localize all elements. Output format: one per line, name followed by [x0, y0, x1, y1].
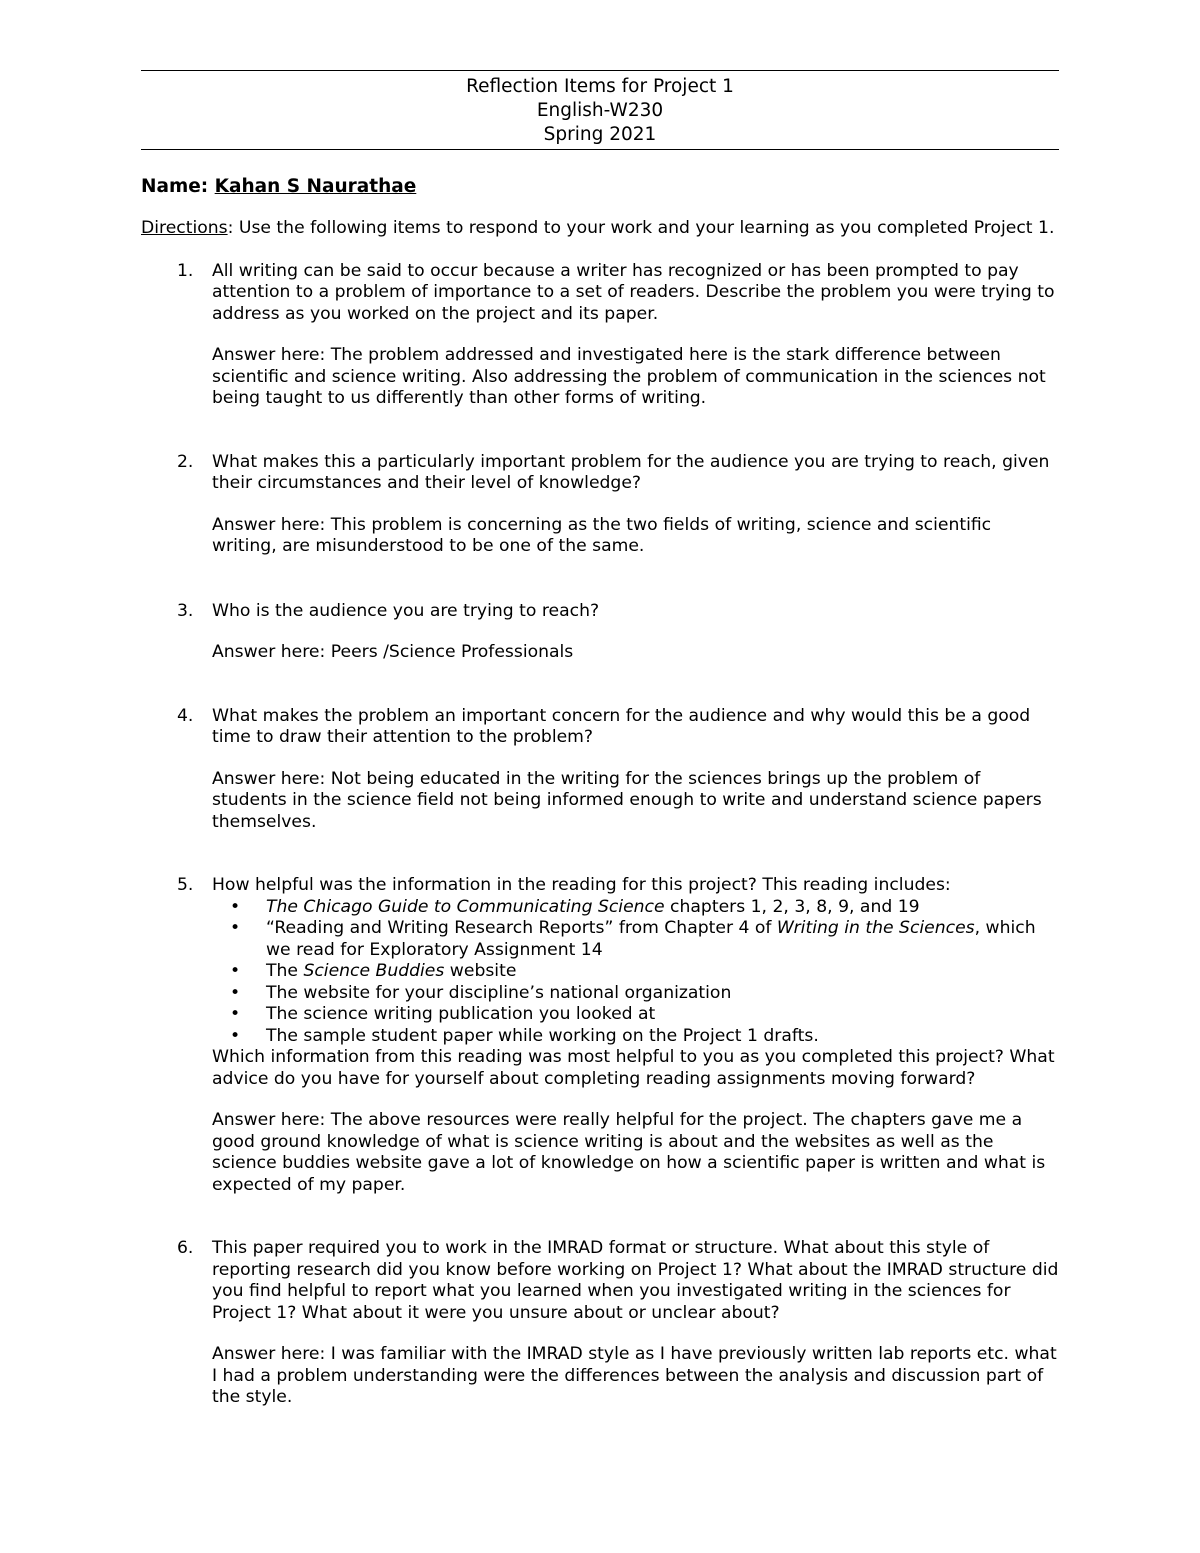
reading-item — [212, 983, 1059, 1005]
bullet-icon: • — [230, 918, 241, 938]
document-title: Reflection Items for Project 1 — [466, 76, 734, 97]
reading-prefix: The sample student paper while working on the Project 1 drafts. — [266, 1025, 819, 1046]
question-text: Who is the audience you are trying to reach? — [212, 600, 600, 621]
bullet-icon: • — [230, 961, 241, 981]
reading-title: The Chicago Guide to Communicating Science — [266, 896, 665, 917]
title-bottom-rule — [141, 149, 1059, 150]
reading-detail: chapters 1, 2, 3, 8, 9, and 19 — [664, 896, 920, 917]
item-number: 5. — [177, 875, 194, 895]
item-6 — [141, 1238, 1059, 1409]
question-text: What makes the problem an important concern for the audience and why would this be a good time to draw their attention to the problem? — [212, 705, 1031, 747]
item-2 — [141, 452, 1059, 558]
name-line — [141, 175, 1059, 199]
directions-text: : Use the following items to respond to your work and your learning as you completed Project 1. — [227, 218, 1055, 238]
reading-item — [212, 961, 1059, 983]
reading-title: Science Buddies — [303, 961, 445, 981]
reading-prefix: The science writing publication you looked at — [266, 1004, 656, 1024]
title-block — [141, 71, 1059, 149]
reading-item — [212, 897, 1059, 919]
reading-item — [212, 1026, 1059, 1048]
course-code: English-W230 — [536, 100, 664, 121]
directions-label: Directions — [141, 218, 228, 238]
item-4 — [141, 706, 1059, 834]
reading-prefix: “Reading and Writing Research Reports” from Chapter 4 of — [266, 918, 777, 938]
name-label: Name: — [141, 176, 209, 197]
bullet-icon: • — [230, 896, 241, 917]
reading-prefix: The website for your discipline’s national organization — [266, 982, 732, 1003]
item-number: 2. — [177, 451, 194, 472]
answer-text: Answer here: I was familiar with the IMRAD style as I have previously written lab reports etc. what I had a problem understanding were the differences between the analysis and discussion part of the style. — [212, 1344, 1057, 1407]
directions — [141, 218, 1059, 240]
reading-item — [212, 918, 1059, 961]
term: Spring 2021 — [543, 124, 657, 145]
answer-text: Answer here: The above resources were really helpful for the project. The chapters gave me a good ground knowledge of what is science writing is about and the websites as well as the science buddies website gave a lot of knowledge on how a scientific paper is written and what is expected of my paper. — [212, 1110, 1046, 1195]
item-number: 6. — [177, 1238, 194, 1258]
item-1 — [141, 261, 1059, 410]
name-value: Kahan S Naurathae — [214, 176, 417, 197]
question-text: All writing can be said to occur because a writer has recognized or has been prompted to pay attention to a problem of importance to a set of readers. Describe the problem you were trying to address as you worked on the project and its paper. — [212, 260, 1055, 324]
answer-text: Answer here: The problem addressed and investigated here is the stark difference between scientific and science writing. Also addressing the problem of communication in the sciences not being taught to us differently than other forms of writing. — [212, 345, 1046, 408]
item-number: 4. — [177, 705, 194, 726]
item-5 — [141, 875, 1059, 1196]
reading-detail: website — [444, 961, 517, 981]
answer-text: Answer here: Peers /Science Professionals — [212, 642, 574, 662]
document-page — [141, 70, 1059, 1409]
reading-item — [212, 1004, 1059, 1026]
question-text: This paper required you to work in the IMRAD format or structure. What about this style of reporting research did you know before working on Project 1? What about the IMRAD structure did you find helpful to report what you learned when you investigated writing in the sciences for Project 1? What about it were you unsure about or unclear about? — [212, 1238, 1059, 1323]
answer-text: Answer here: Not being educated in the writing for the sciences brings up the problem of students in the science field not being informed enough to write and understand science papers themselves. — [212, 768, 1042, 832]
answer-text: Answer here: This problem is concerning as the two fields of writing, science and scientific writing, are misunderstood to be one of the same. — [212, 514, 992, 556]
reading-list — [212, 897, 1059, 1048]
reflection-items — [141, 261, 1059, 1409]
bullet-icon: • — [230, 1004, 241, 1024]
bullet-icon: • — [230, 1025, 241, 1046]
reading-detail: , which we read for Exploratory Assignment 14 — [266, 918, 1036, 960]
bullet-icon: • — [230, 982, 241, 1003]
item-number: 3. — [177, 600, 194, 621]
reading-title: Writing in the Sciences — [776, 918, 975, 938]
question-text: How helpful was the information in the reading for this project? This reading includes: — [212, 875, 951, 895]
followup-question: Which information from this reading was most helpful to you as you completed this project? What advice do you have for yourself about completing reading assignments moving forward? — [212, 1047, 1055, 1089]
reading-prefix: The — [266, 961, 304, 981]
item-3 — [141, 601, 1059, 664]
item-number: 1. — [177, 260, 194, 281]
question-text: What makes this a particularly important problem for the audience you are trying to reach, given their circumstances and their level of knowledge? — [212, 451, 1050, 493]
